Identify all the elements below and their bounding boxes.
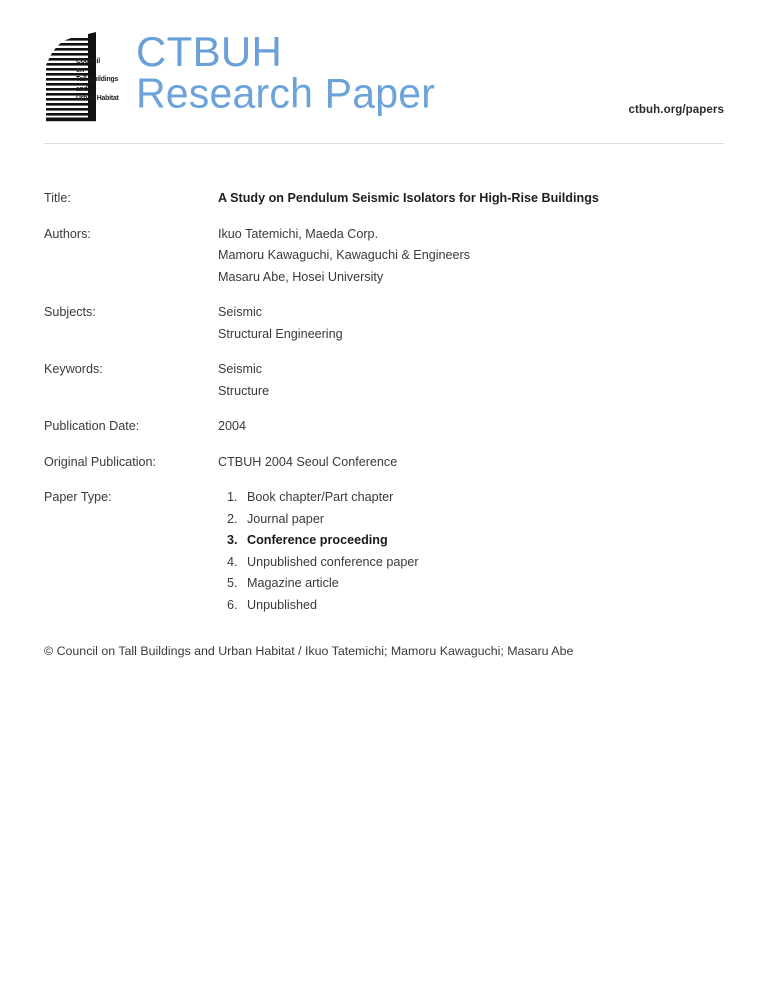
meta-row-publication-date <box>44 416 734 438</box>
council-line-1: Council <box>76 56 100 65</box>
author-3: Masaru Abe, Hosei University <box>218 269 384 284</box>
ctbuh-wordmark <box>136 28 436 117</box>
keyword-2: Structure <box>218 383 270 398</box>
meta-label-keywords: Keywords: <box>44 362 103 376</box>
keyword-1: Seismic <box>218 362 263 376</box>
meta-value-subjects <box>218 302 734 345</box>
page-header <box>0 0 768 150</box>
author-2: Mamoru Kawaguchi, Kawaguchi & Engineers <box>218 248 471 262</box>
meta-value-title <box>218 188 734 210</box>
subject-1: Seismic <box>218 305 263 319</box>
header-divider <box>44 143 724 144</box>
paper-type-list <box>218 487 734 616</box>
meta-value-keywords <box>218 359 734 402</box>
ctbuh-logo[interactable] <box>44 30 435 122</box>
copyright-notice: © Council on Tall Buildings and Urban Habitat / Ikuo Tatemichi; Mamoru Kawaguchi; Masaru Abe <box>44 644 574 658</box>
paper-type-option-1[interactable]: 1. Book chapter/Part chapter <box>241 487 734 509</box>
council-line-4: and <box>76 83 88 93</box>
paper-type-option-5[interactable]: 5. Magazine article <box>241 573 734 595</box>
meta-label-original-publication: Original Publication: <box>44 454 157 469</box>
meta-label-authors: Authors: <box>44 226 91 241</box>
subject-2: Structural Engineering <box>218 326 343 341</box>
meta-label-paper-type: Paper Type: <box>44 490 112 504</box>
paper-type-option-4[interactable]: 4. Unpublished conference paper <box>241 552 734 574</box>
paper-type-option-6[interactable]: 6. Unpublished <box>241 595 734 617</box>
meta-row-title <box>44 188 734 210</box>
meta-row-paper-type <box>44 487 734 616</box>
meta-row-subjects <box>44 302 734 345</box>
meta-value-publication-date <box>218 416 734 438</box>
meta-row-original-publication <box>44 452 734 474</box>
meta-label-title: Title: <box>44 191 71 205</box>
logo-mark <box>44 30 124 122</box>
meta-label-subjects: Subjects: <box>44 305 96 319</box>
council-wordmark <box>76 56 122 102</box>
site-url-link[interactable]: ctbuh.org/papers <box>628 104 724 116</box>
paper-type-option-2[interactable]: 2. Journal paper <box>241 509 734 531</box>
paper-title: A Study on Pendulum Seismic Isolators for High-Rise Buildings <box>218 191 599 205</box>
wordmark-ctbuh: CTBUH <box>136 28 283 75</box>
meta-row-authors <box>44 224 734 289</box>
paper-metadata <box>44 188 734 630</box>
meta-value-paper-type <box>218 487 734 616</box>
paper-type-option-3[interactable]: 3. Conference proceeding <box>241 530 734 552</box>
council-line-3: Tall Buildings <box>76 74 119 84</box>
meta-row-keywords <box>44 359 734 402</box>
meta-value-authors <box>218 224 734 289</box>
author-1: Ikuo Tatemichi, Maeda Corp. <box>218 226 379 241</box>
publication-date: 2004 <box>218 419 247 433</box>
original-publication: CTBUH 2004 Seoul Conference <box>218 454 398 469</box>
council-line-5: Urban Habitat <box>76 92 119 102</box>
meta-value-original-publication <box>218 452 734 474</box>
council-line-2: on <box>76 65 85 75</box>
meta-label-publication-date: Publication Date: <box>44 419 140 433</box>
wordmark-research-paper: Research Paper <box>136 69 436 117</box>
